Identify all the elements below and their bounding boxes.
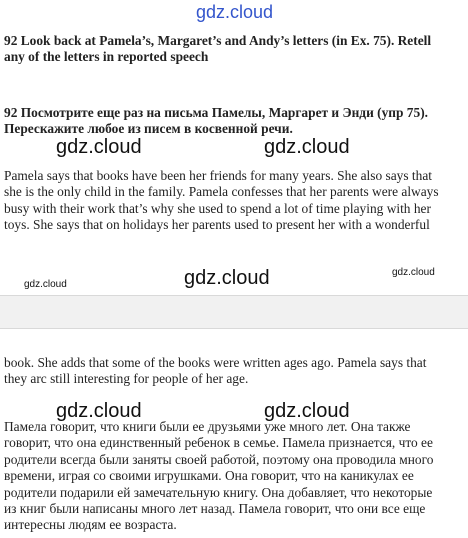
text-line: Памела говорит, что книги были ее друзьями уже много лет. Она также [4,419,411,434]
exercise-heading-russian [4,105,466,137]
text-line: Pamela says that books have been her friends for many years. She also says that [4,168,433,183]
watermark-top: gdz.cloud [196,2,274,22]
page-break [0,295,468,329]
watermark: gdz.cloud [392,267,435,278]
text-line: родители подарили ей замечательную книгу. Она добавляет, что некоторые [4,484,433,500]
heading-line: any of the letters in reported speech [4,49,209,64]
answer-text-english-part1 [4,168,466,234]
heading-line: Перескажите любое из писем в косвенной речи. [4,121,293,136]
watermark: gdz.cloud [56,400,142,422]
text-line: she is the only child in the family. Pamela confesses that her parents were always [4,184,439,200]
exercise-heading-english [4,33,466,65]
watermark: gdz.cloud [264,400,350,422]
heading-line: 92 Look back at Pamela’s, Margaret’s and Andy’s letters (in Ex. 75). Retell [4,33,432,48]
text-line: времени, играя со своими игрушками. Она говорит, что на каникулах ее [4,468,414,484]
watermark: gdz.cloud [264,136,350,158]
text-line: they arc still interesting for people of her age. [4,371,249,387]
text-line: говорит, что она единственный ребенок в семье. Памела признается, что ее [4,435,433,451]
watermark: gdz.cloud [24,279,67,290]
text-line: book. She adds that some of the books were written ages ago. Pamela says that [4,355,427,370]
text-line: родители всегда были заняты своей работой, поэтому она проводила много [4,451,434,467]
text-line: из книг были написаны много лет назад. Памела говорит, что они все еще [4,501,426,517]
watermark: gdz.cloud [56,136,142,158]
watermark: gdz.cloud [184,267,270,289]
heading-line: 92 Посмотрите еще раз на письма Памелы, Маргарет и Энди (упр 75). [4,105,428,120]
text-line: toys. She says that on holidays her parents used to present her with a wonderful [4,217,430,233]
answer-text-english-part2 [4,355,466,388]
text-line: busy with their work that’s why she used to spend a lot of time playing with her [4,200,431,216]
text-line: интересны людям ее возраста. [4,517,177,533]
answer-text-russian [4,419,466,534]
